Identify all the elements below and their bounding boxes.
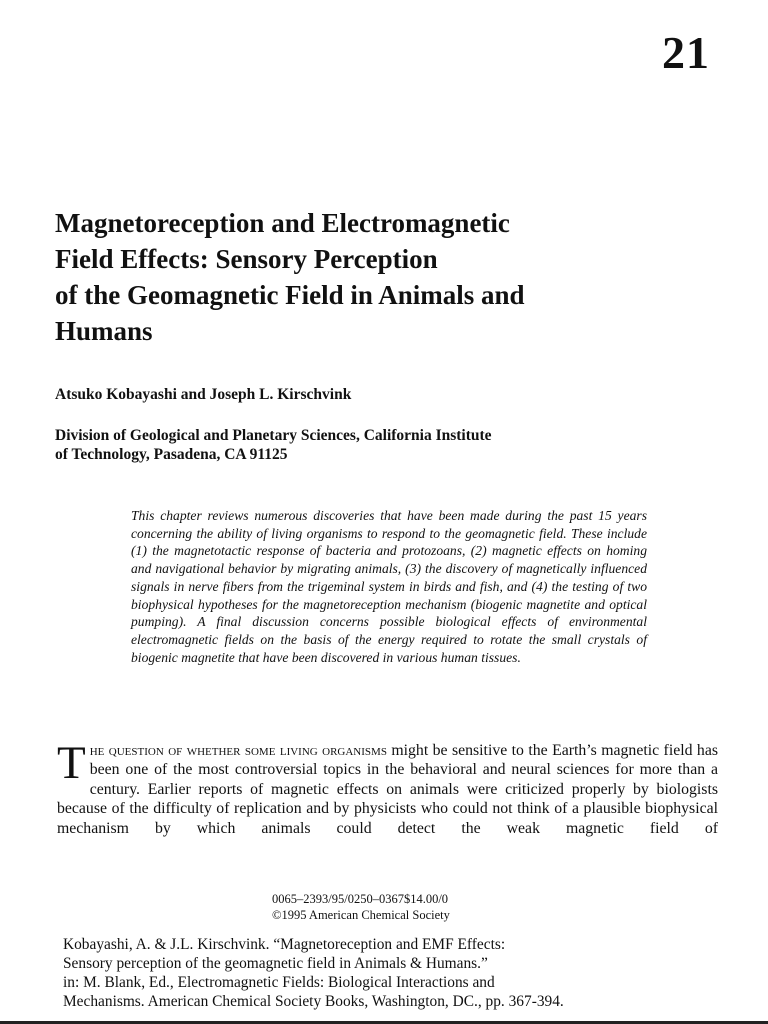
affiliation bbox=[55, 426, 715, 464]
chapter-number: 21 bbox=[662, 27, 710, 78]
authors: Atsuko Kobayashi and Joseph L. Kirschvink bbox=[55, 386, 352, 403]
opening-smallcaps: he question of whether some living organisms bbox=[89, 742, 387, 759]
citation bbox=[63, 935, 763, 1011]
title-line: Field Effects: Sensory Perception bbox=[55, 244, 438, 274]
citation-line: in: M. Blank, Ed., Electromagnetic Fields: Biological Interactions and bbox=[63, 974, 495, 991]
abstract: This chapter reviews numerous discoveries that have been made during the past 15 years concerning the ability of living organisms to respond to the geomagnetic field. These include (1) the magnetotactic response of bacteria and protozoans, (2) magnetic effects on homing and navigational behavior by migrating animals, (3) the discovery of magnetically influenced signals in nerve fibers from the trigeminal system in birds and fish, and (4) the testing of two biophysical hypotheses for the magnetoreception mechanism (biogenic magnetite and optical pumping). A final discussion concerns possible biological effects of environmental electromagnetic fields on the basis of the energy required to rotate the small crystals of biogenic magnetite that have been discovered in various human tissues. bbox=[131, 508, 647, 665]
body-text: might be sensitive to the Earth’s magnetic field has been one of the most controversial topics in the behavioral and neural sciences for more than a century. Earlier reports of magnetic effects on animals were criticized properly by biologists because of the difficulty of replication and by physicists who could not think of a plausible biophysical mechanism by which animals could detect the weak magnetic field of bbox=[57, 742, 718, 837]
citation-line: Kobayashi, A. & J.L. Kirschvink. “Magnetoreception and EMF Effects: bbox=[63, 936, 506, 953]
citation-line: Sensory perception of the geomagnetic field in Animals & Humans.” bbox=[63, 955, 488, 972]
doc-code: 0065–2393/95/0250–0367$14.00/0 bbox=[272, 892, 449, 906]
copyright-block bbox=[272, 891, 450, 923]
title-line: Magnetoreception and Electromagnetic bbox=[55, 208, 510, 238]
dropcap: T bbox=[57, 737, 86, 789]
copyright: ©1995 American Chemical Society bbox=[272, 908, 450, 922]
title-line: Humans bbox=[55, 316, 153, 346]
affiliation-line: of Technology, Pasadena, CA 91125 bbox=[55, 446, 288, 463]
citation-line: Mechanisms. American Chemical Society Books, Washington, DC., pp. 367-394. bbox=[63, 993, 564, 1010]
paper-title bbox=[55, 205, 745, 349]
affiliation-line: Division of Geological and Planetary Sciences, California Institute bbox=[55, 427, 492, 444]
title-line: of the Geomagnetic Field in Animals and bbox=[55, 280, 525, 310]
body-paragraph bbox=[57, 737, 718, 838]
